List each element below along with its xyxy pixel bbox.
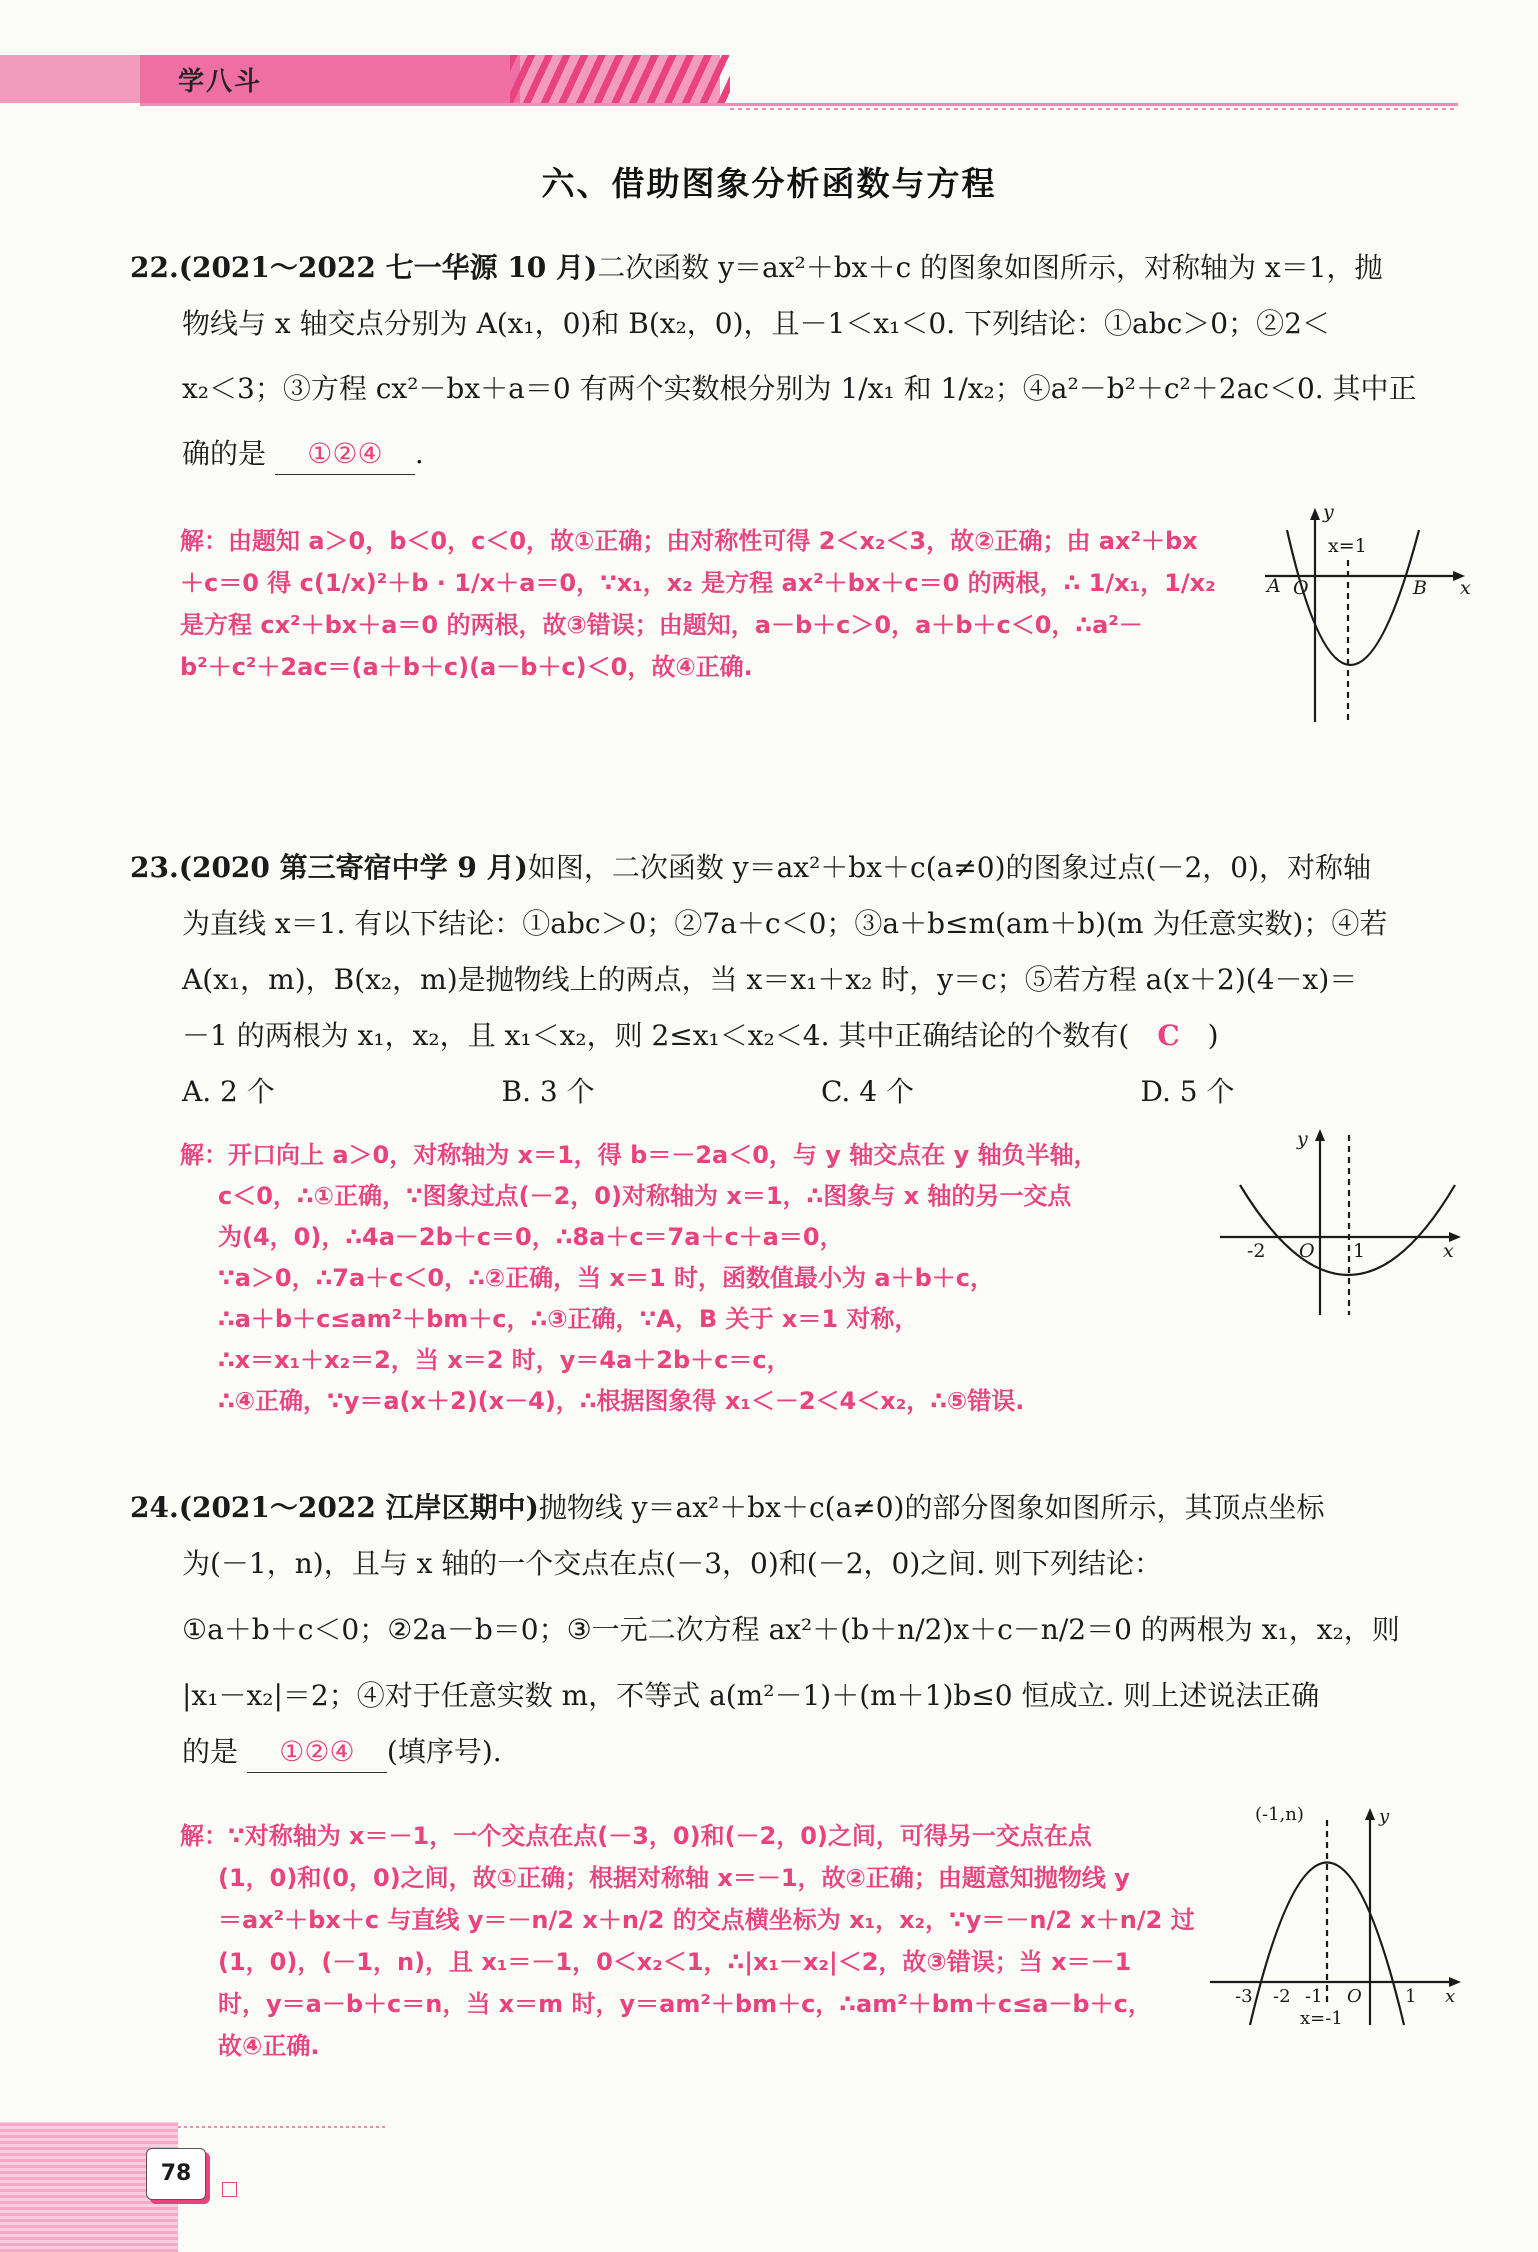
square-icon xyxy=(222,2182,237,2197)
answer-blank: ①②④ xyxy=(275,434,415,475)
origin-label: O xyxy=(1347,1986,1362,2007)
y-label: y xyxy=(1297,1128,1308,1150)
origin-label: O xyxy=(1293,577,1309,599)
question-number: 24. xyxy=(130,1491,179,1524)
question-number: 23. xyxy=(130,851,179,884)
question-source: (2020 第三寄宿中学 9 月) xyxy=(178,851,528,884)
solution-line: 故④正确. xyxy=(218,2032,320,2060)
axis-label: x=-1 xyxy=(1300,2008,1343,2029)
question-22 xyxy=(130,240,1460,482)
parabola xyxy=(1240,1185,1455,1275)
question-text: 为(－1，n)，且与 x 轴的一个交点在点(－3，0)和(－2，0)之间. 则下列结论： xyxy=(182,1547,1163,1580)
point-b-label: B xyxy=(1413,577,1427,599)
solution-line: 为(4，0)，∴4a－2b＋c＝0，∴8a＋c＝7a＋c＋a＝0， xyxy=(218,1223,844,1251)
tick-label: -1 xyxy=(1305,1986,1323,2007)
figure-23 xyxy=(1215,1125,1465,1320)
solution-line: 是方程 cx²＋bx＋a＝0 的两根，故③错误；由题知，a－b＋c＞0，a＋b＋c＜0，∴a²－ xyxy=(180,611,1143,639)
tick-label: -3 xyxy=(1235,1986,1253,2007)
choice-d: D. 5 个 xyxy=(1140,1075,1235,1108)
solution-line: 时，y＝a－b＋c＝n，当 x＝m 时，y＝am²＋bm＋c，∴am²＋bm＋c≤a－b＋c， xyxy=(218,1990,1152,2018)
solution-line: ＋c＝0 得 c(1/x)²＋b · 1/x＋a＝0，∵x₁，x₂ 是方程 ax²＋bx＋c＝0 的两根，∴ 1/x₁，1/x₂ xyxy=(180,569,1216,597)
x-label: x xyxy=(1445,1986,1456,2007)
solution-line: ∴a＋b＋c≤am²＋bm＋c，∴③正确，∵A，B 关于 x＝1 对称， xyxy=(218,1305,919,1333)
solution-line: 解：∵对称轴为 x＝－1，一个交点在点(－3，0)和(－2，0)之间，可得另一交点在点 xyxy=(180,1822,1092,1850)
question-text: 为直线 x＝1. 有以下结论：①abc＞0；②7a＋c＜0；③a＋b≤m(am＋b)(m 为任意实数)；④若 xyxy=(182,907,1388,940)
section-title: 六、借助图象分析函数与方程 xyxy=(541,164,997,203)
point-a-label: A xyxy=(1267,575,1281,597)
x-label: x xyxy=(1443,1240,1454,1262)
choice-b: B. 3 个 xyxy=(501,1075,595,1108)
question-text: A(x₁，m)，B(x₂，m)是抛物线上的两点，当 x＝x₁＋x₂ 时，y＝c；⑤若方程 a(x＋2)(4－x)＝ xyxy=(182,963,1358,996)
series-title: 学八斗 xyxy=(178,67,263,97)
header-rule xyxy=(140,103,1458,106)
question-text: －1 的两根为 x₁，x₂，且 x₁＜x₂，则 2≤x₁＜x₂＜4. 其中正确结论的个数有( xyxy=(182,1019,1130,1052)
question-text: 确的是 xyxy=(182,437,267,470)
page-number: 78 xyxy=(146,2148,206,2200)
solution-line: 解：开口向上 a＞0，对称轴为 x＝1，得 b＝－2a＜0，与 y 轴交点在 y 轴负半轴， xyxy=(180,1141,1098,1169)
solution-line: ∴④正确，∵y＝a(x＋2)(x－4)，∴根据图象得 x₁＜－2＜4＜x₂，∴⑤错误. xyxy=(218,1387,1025,1415)
y-label: y xyxy=(1323,501,1334,523)
solution-line: (1，0)和(0，0)之间，故①正确；根据对称轴 x＝－1，故②正确；由题意知抛物线 y xyxy=(218,1864,1130,1892)
header-stripes xyxy=(510,55,730,103)
question-text: 物线与 x 轴交点分别为 A(x₁，0)和 B(x₂，0)，且－1＜x₁＜0. 下列结论：①abc＞0；②2＜ xyxy=(182,307,1330,340)
origin-label: O xyxy=(1299,1240,1315,1262)
solution-line: ∵a＞0，∴7a＋c＜0，∴②正确，当 x＝1 时，函数值最小为 a＋b＋c， xyxy=(218,1264,994,1292)
choice-a: A. 2 个 xyxy=(182,1075,275,1108)
question-text: ①a＋b＋c＜0；②2a－b＝0；③一元二次方程 ax²＋(b＋n/2)x＋c－n/2＝0 的两根为 x₁，x₂，则 xyxy=(182,1613,1400,1646)
question-text: ) xyxy=(1207,1019,1219,1052)
solution-23 xyxy=(180,1135,1240,1422)
tick-label: -2 xyxy=(1273,1986,1291,2007)
question-source: (2021～2022 七一华源 10 月) xyxy=(178,251,598,284)
solution-line: b²＋c²＋2ac＝(a＋b＋c)(a－b＋c)＜0，故④正确. xyxy=(180,653,753,681)
y-arrow-icon xyxy=(1315,1129,1325,1141)
header-dotted-rule xyxy=(730,108,1458,110)
y-label: y xyxy=(1379,1806,1390,1827)
solution-line: 解：由题知 a＞0，b＜0，c＜0，故①正确；由对称性可得 2＜x₂＜3，故②正确；由 ax²＋bx xyxy=(180,527,1198,555)
answer-blank: ①②④ xyxy=(247,1732,387,1773)
question-24 xyxy=(130,1480,1460,1780)
figure-22 xyxy=(1255,500,1475,730)
y-arrow-icon xyxy=(1310,508,1320,520)
question-text: 二次函数 y＝ax²＋bx＋c 的图象如图所示，对称轴为 x＝1，抛 xyxy=(597,251,1383,284)
answer-choice: C xyxy=(1157,1019,1180,1052)
figure-24 xyxy=(1205,1800,1465,2035)
tick-label: -2 xyxy=(1247,1240,1266,1262)
solution-line: (1，0)，(－1，n)，且 x₁＝－1，0＜x₂＜1，∴|x₁－x₂|＜2，故③错误；当 x＝－1 xyxy=(218,1948,1132,1976)
question-23 xyxy=(130,840,1460,1120)
question-number: 22. xyxy=(130,251,179,284)
question-text: x₂＜3；③方程 cx²－bx＋a＝0 有两个实数根分别为 1/x₁ 和 1/x₂；④a²－b²＋c²＋2ac＜0. 其中正 xyxy=(182,372,1417,405)
question-source: (2021～2022 江岸区期中) xyxy=(178,1491,539,1524)
solution-line: ＝ax²＋bx＋c 与直线 y＝－n/2 x＋n/2 的交点横坐标为 x₁，x₂，∵y＝－n/2 x＋n/2 过 xyxy=(218,1906,1195,1934)
question-text: . xyxy=(414,437,424,470)
footer-dotted-rule xyxy=(178,2126,388,2128)
y-arrow-icon xyxy=(1365,1808,1375,1820)
tick-label: 1 xyxy=(1405,1986,1417,2007)
question-text: (填序号). xyxy=(386,1735,502,1768)
choice-c: C. 4 个 xyxy=(821,1075,914,1108)
question-text: 如图，二次函数 y＝ax²＋bx＋c(a≠0)的图象过点(－2，0)，对称轴 xyxy=(527,851,1371,884)
x-label: x xyxy=(1460,577,1471,599)
vertex-label: (-1,n) xyxy=(1255,1804,1304,1825)
question-text: 的是 xyxy=(182,1735,239,1768)
question-text: |x₁－x₂|＝2；④对于任意实数 m，不等式 a(m²－1)＋(m＋1)b≤0 恒成立. 则上述说法正确 xyxy=(182,1679,1320,1712)
solution-24 xyxy=(180,1815,1200,2067)
axis-label: x=1 xyxy=(1328,535,1367,557)
solution-line: c＜0，∴①正确，∵图象过点(－2，0)对称轴为 x＝1，∴图象与 x 轴的另一交点 xyxy=(218,1182,1072,1210)
question-text: 抛物线 y＝ax²＋bx＋c(a≠0)的部分图象如图所示，其顶点坐标 xyxy=(538,1491,1325,1524)
solution-line: ∴x＝x₁＋x₂＝2，当 x＝2 时，y＝4a＋2b＋c＝c， xyxy=(218,1346,791,1374)
tick-label: 1 xyxy=(1353,1240,1366,1262)
solution-22 xyxy=(180,520,1240,688)
